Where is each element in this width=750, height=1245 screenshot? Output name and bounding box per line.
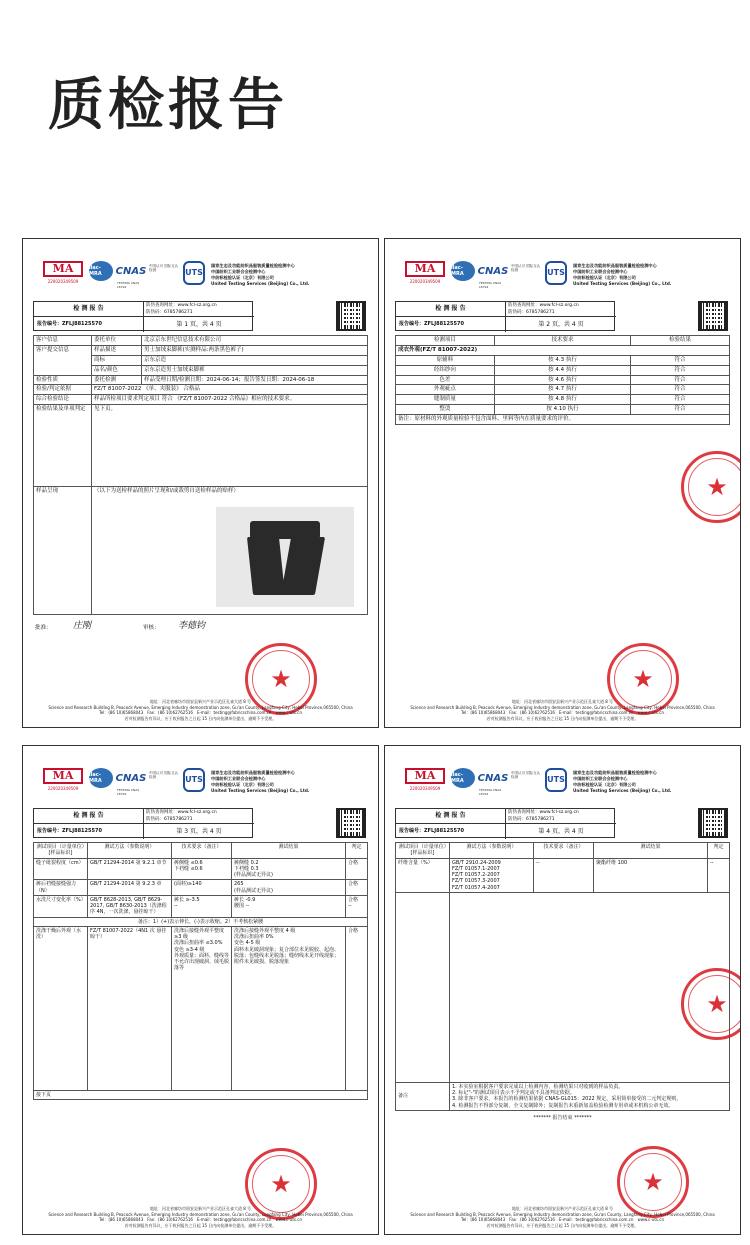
org-names: 国家生态及功能纺织品服装质量检验检测中心 中国纺织工业联合会检测中心 中纺标检验认证（北京）有限公司 United Testing Services (Beijing) Co., Ltd. bbox=[211, 770, 310, 794]
cnas-logo: CNAS bbox=[115, 265, 147, 277]
report-footer: 地址：河北省廊坊市固安县新兴产业示范区孔雀大道 8 号 Science and Research Building B, Peacock Avenue, Emerging Industry demonstration zone, Gu'an County, Langfang City, Hebei Province,065500, China Tel：(86 10)65868043 Fax：(86 10)62762516 E-mail：testing@fabricschina.com.cn www.c-uts.cn 若对检测报告有异议，应于收到报告之日起 15 日内向检测单位提出，逾期不予受理。 bbox=[410, 699, 715, 721]
report-number: 报告编号：ZFLJ88125570 bbox=[396, 317, 506, 332]
cma-number: 220020349509 bbox=[409, 279, 441, 284]
report-title: 检 测 报 告 bbox=[396, 302, 506, 317]
anti-fake-code: 防伪码：6785786271 bbox=[144, 816, 254, 824]
report-number: 报告编号：ZFLJ88125570 bbox=[34, 824, 144, 839]
report-body bbox=[395, 842, 730, 1121]
qr-code bbox=[698, 808, 728, 838]
reviewer-signature: 李德钧 bbox=[178, 621, 206, 632]
query-site: 防伪查询网址：www.fcl-sz.org.cn bbox=[146, 810, 217, 816]
report-title: 检 测 报 告 bbox=[34, 809, 144, 824]
accreditation-text: 中国认可 国际互认 检测 bbox=[149, 264, 179, 273]
cma-number: 220020349509 bbox=[47, 279, 79, 284]
cnas-sub: TESTING CNAS L8794 bbox=[479, 281, 502, 289]
report-body bbox=[33, 335, 368, 641]
anti-fake-code: 防伪码：6785786271 bbox=[144, 309, 254, 317]
accreditation-text: 中国认可 国际互认 检测 bbox=[511, 264, 541, 273]
report-footer: 地址：河北省廊坊市固安县新兴产业示范区孔雀大道 8 号 Science and Research Building B, Peacock Avenue, Emerging Industry demonstration zone, Gu'an County, Langfang City, Hebei Province,065500, China Tel：(86 10)65868043 Fax：(86 10)62762516 E-mail：testing@fabricschina.com.cn www.c-uts.cn 若对检测报告有异议，应于收到报告之日起 15 日内向检测单位提出，逾期不予受理。 bbox=[48, 699, 353, 721]
report-number: 报告编号：ZFLJ88125570 bbox=[34, 317, 144, 332]
report-body bbox=[395, 335, 730, 425]
sample-photo bbox=[216, 507, 354, 607]
cma-number: 220020349509 bbox=[409, 786, 441, 791]
report-footer: 地址：河北省廊坊市固安县新兴产业示范区孔雀大道 8 号 Science and Research Building B, Peacock Avenue, Emerging Industry demonstration zone, Gu'an County, Langfang City, Hebei Province,065500, China Tel：(86 10)65868043 Fax：(86 10)62762516 E-mail：testing@fabricschina.com.cn www.c-uts.cn 若对检测报告有异议，应于收到报告之日起 15 日内向检测单位提出，逾期不予受理。 bbox=[410, 1206, 715, 1228]
org-names: 国家生态及功能纺织品服装质量检验检测中心 中国纺织工业联合会检测中心 中纺标检验认证（北京）有限公司 United Testing Services (Beijing) Co., Ltd. bbox=[573, 263, 672, 287]
report-page-1 bbox=[22, 238, 379, 728]
uts-logo: UTS bbox=[183, 768, 205, 792]
cnas-sub: TESTING CNAS L8794 bbox=[117, 281, 140, 289]
page-title: 质检报告 bbox=[48, 73, 288, 138]
cma-logo: MA bbox=[43, 768, 83, 784]
fiber-content-table: 测试项目（计量单位）[样品标识] 测试方法（参数说明） 技术要求（备注） 测试结果 判定 纤维含量（%） GB/T 2910.24-2009 FZ/T 01057.1-2007 FZ/T 01057.2-2007 FZ/T 01057.3-2007 FZ/T 01057.4-2007 -- 聚酯纤维 100 -- 备注 1. 本实验室根据客户要求完成以上检测内容，检测结果只对收到的样品负责。 2. 标记"-"的测试项目表示不予判定或不具备判定依据。 3. 除非客户要求，本报告的检测结果依据 CNAS-GL015：2022 规定，采用简单接受的二元判定规则。 4. 检测报告不得部分复制，全文复制除外；复制报告未重新加盖检验检测专用章或本机构公章无效。 bbox=[395, 842, 730, 1111]
anti-fake-code: 防伪码：6785786271 bbox=[506, 309, 616, 317]
ilac-mra-logo: ilac-MRA bbox=[89, 768, 113, 788]
page-number: 第 3 页，共 4 页 bbox=[176, 827, 222, 835]
query-site: 防伪查询网址：www.fcl-sz.org.cn bbox=[508, 810, 579, 816]
uts-logo: UTS bbox=[545, 768, 567, 792]
page-number: 第 1 页，共 4 页 bbox=[176, 320, 222, 328]
report-header bbox=[405, 255, 720, 295]
cnas-logo: CNAS bbox=[477, 265, 509, 277]
report-title-row bbox=[395, 808, 730, 838]
ilac-mra-logo: ilac-MRA bbox=[451, 261, 475, 281]
report-number: 报告编号：ZFLJ88125570 bbox=[396, 824, 506, 839]
qr-code bbox=[698, 301, 728, 331]
official-stamp: ★ bbox=[245, 1148, 317, 1220]
report-footer: 地址：河北省廊坊市固安县新兴产业示范区孔雀大道 8 号 Science and Research Building B, Peacock Avenue, Emerging Industry demonstration zone, Gu'an County, Langfang City, Hebei Province,065500, China Tel：(86 10)65868043 Fax：(86 10)62762516 E-mail：testing@fabricschina.com.cn www.c-uts.cn 若对检测报告有异议，应于收到报告之日起 15 日内向检测单位提出，逾期不予受理。 bbox=[48, 1206, 353, 1228]
uts-logo: UTS bbox=[183, 261, 205, 285]
appearance-table: 检测项目 技术要求 检验结果 成衣外观(FZ/T 81007-2022) 原辅料 按 4.3 执行 符合 经纬纱向 按 4.4 执行 符合 色差 按 4.6 执行 符合 外观疵点 按 4.7 执行 符合 缝制质量 按 4.8 执行 符合 整烫 按 4.10 执行 符合 备注：原材料的外观质量检验不包含面料、里料等内在质量要求的评价。 bbox=[395, 335, 730, 425]
official-stamp: ★ bbox=[245, 643, 317, 715]
approver-signature: 庄刚 bbox=[73, 621, 92, 632]
official-stamp: ★ bbox=[617, 1146, 689, 1218]
report-page-2 bbox=[384, 238, 741, 728]
page-number: 第 2 页，共 4 页 bbox=[538, 320, 584, 328]
report-title-row bbox=[395, 301, 730, 331]
official-stamp: ★ bbox=[607, 643, 679, 715]
sign-row: 批准： 庄刚 审核： 李德钧 bbox=[35, 621, 206, 632]
cnas-logo: CNAS bbox=[477, 772, 509, 784]
cma-number: 220020349509 bbox=[47, 786, 79, 791]
cnas-sub: TESTING CNAS L8794 bbox=[117, 788, 140, 796]
accreditation-text: 中国认可 国际互认 检测 bbox=[511, 771, 541, 780]
page-number: 第 4 页，共 4 页 bbox=[538, 827, 584, 835]
qr-code bbox=[336, 301, 366, 331]
cnas-sub: TESTING CNAS L8794 bbox=[479, 788, 502, 796]
official-stamp: ★ bbox=[681, 968, 741, 1040]
cma-logo: MA bbox=[43, 261, 83, 277]
info-table: 客户信息 委托单位 北京京东世纪信息技术有限公司 客户提交信息 样品描述 男士加绒束脚裤(实测样品:两条黑色裤子) 商标 京东京造 品名/颜色 京东京造男士加绒束脚裤 检验性质 委托检测 样品受理日期/检测日期：2024-06-14；报告签发日期：2024-06-18 检验/判定依据 FZ/T 81007-2022 《单、夹服装》 合格品 综合检验结论 样品所检项目要求判定项目 符合 《FZ/T 81007-2022 合格品》相应的技术要求。 检验结果及单项判定 见下页。 样品呈现 （以下为送检样品的照片呈现和/或裁剪自送检样品的贴样） bbox=[33, 335, 368, 615]
remarks: 1. 本实验室根据客户要求完成以上检测内容，检测结果只对收到的样品负责。 2. 标记"-"的测试项目表示不予判定或不具备判定依据。 3. 除非客户要求，本报告的检测结果依据 CNAS-GL015：2022 规定，采用简单接受的二元判定规则。 4. 检测报告不得部分复制，全文复制除外；复制报告未重新加盖检验检测专用章或本机构公章无效。 bbox=[450, 1082, 730, 1110]
report-title: 检 测 报 告 bbox=[396, 809, 506, 824]
report-title-row bbox=[33, 301, 368, 331]
official-stamp: ★ bbox=[681, 451, 741, 523]
report-header bbox=[405, 762, 720, 802]
report-title-row bbox=[33, 808, 368, 838]
query-site: 防伪查询网址：www.fcl-sz.org.cn bbox=[508, 303, 579, 309]
query-site: 防伪查询网址：www.fcl-sz.org.cn bbox=[146, 303, 217, 309]
cnas-logo: CNAS bbox=[115, 772, 147, 784]
ilac-mra-logo: ilac-MRA bbox=[451, 768, 475, 788]
qr-code bbox=[336, 808, 366, 838]
report-end: ******* 报告结束 ******* bbox=[533, 1114, 592, 1121]
physical-test-table: 测试项目（计量单位）[样品标识] 测试方法（参数说明） 技术要求（备注） 测试结果 判定 缝子纰裂程度（cm） GB/T 21294-2014 第 9.2.1 章节 裤侧缝 ≤0.6 下裆缝 ≤0.6 裤侧缝 0.2 下裆缝 0.3 (样品测试无异议) 合格 裤后裆缝接缝强力（N） GB/T 21294-2014 第 9.2.3 章 (面料)≥140 265 (样品测试无异议) 合格 水洗尺寸变化率（%） GB/T 8628-2013, GB/T 8629-2017, GB/T 8630-2013（洗涤程序 4N，一次洗涤，悬挂晾干） 裤长 ≥-3.5 -- 裤长 -0.9 腰围 -- 合格 -- 备注：1）(+)表示伸长，(-)表示收缩。2）不考核松紧腰 洗涤干燥后外观（水洗） FZ/T 81007-2022（4N1 次 悬挂晾干） 洗涤后接缝外观平整度 ≥3 级 洗涤后扭曲率 ≤3.0% 变色 ≥3-4 级 外观质量：面料、缝线等不允许出现破洞、绒毛脱落等 洗涤后接缝外观平整度 4 级 洗涤后扭曲率 0% 变色 4-5 级 面料未见破洞现象；复合部位未见脱胶、起泡、脱落；包缝线未见脱落；缝纫线未见开线现象；附件未见破损、脱落现象 合格 接下页 bbox=[33, 842, 368, 1100]
anti-fake-code: 防伪码：6785786271 bbox=[506, 816, 616, 824]
report-page-4 bbox=[384, 745, 741, 1235]
report-body bbox=[33, 842, 368, 1100]
cma-logo: MA bbox=[405, 768, 445, 784]
report-title: 检 测 报 告 bbox=[34, 302, 144, 317]
accreditation-text: 中国认可 国际互认 检测 bbox=[149, 771, 179, 780]
uts-logo: UTS bbox=[545, 261, 567, 285]
report-header bbox=[43, 255, 358, 295]
cma-logo: MA bbox=[405, 261, 445, 277]
ilac-mra-logo: ilac-MRA bbox=[89, 261, 113, 281]
org-names: 国家生态及功能纺织品服装质量检验检测中心 中国纺织工业联合会检测中心 中纺标检验认证（北京）有限公司 United Testing Services (Beijing) Co., Ltd. bbox=[573, 770, 672, 794]
org-names: 国家生态及功能纺织品服装质量检验检测中心 中国纺织工业联合会检测中心 中纺标检验认证（北京）有限公司 United Testing Services (Beijing) Co., Ltd. bbox=[211, 263, 310, 287]
report-header bbox=[43, 762, 358, 802]
report-page-3 bbox=[22, 745, 379, 1235]
